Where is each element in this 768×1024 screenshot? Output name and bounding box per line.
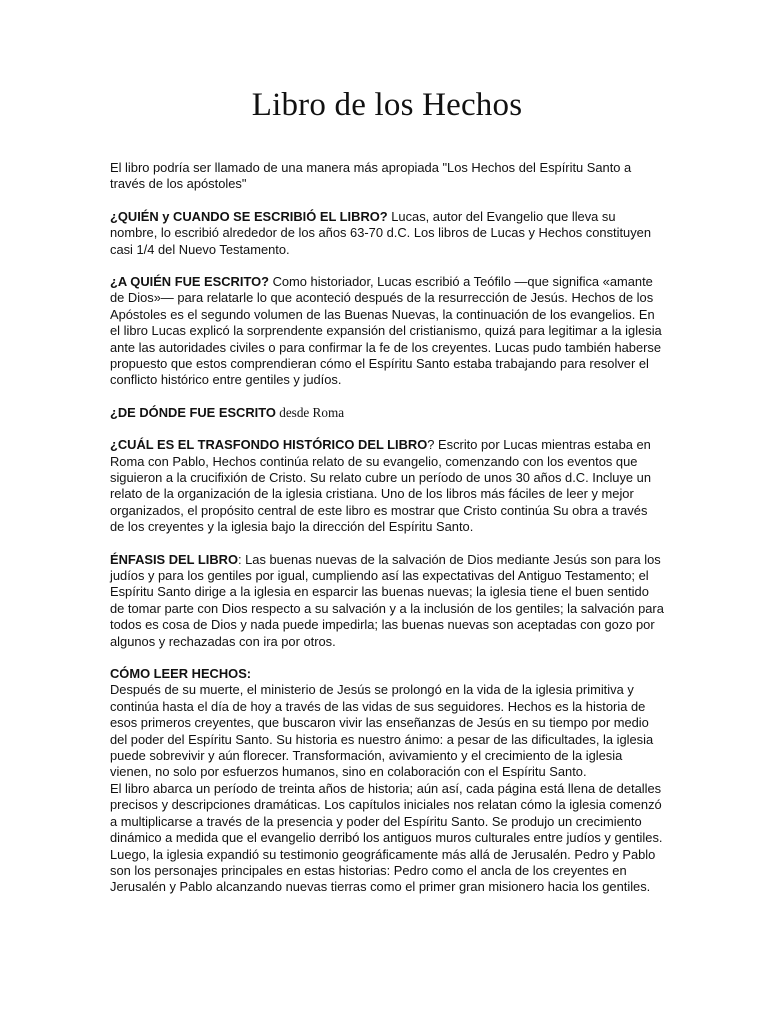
section-enfasis <box>110 552 664 650</box>
section-quien-heading: ¿QUIÉN y CUANDO SE ESCRIBIÓ EL LIBRO? <box>110 208 388 224</box>
section-trasfondo <box>110 437 664 535</box>
section-trasfondo-body: ? Escrito por Lucas mientras estaba en Roma con Pablo, Hechos continúa relato de su evangelio, comenzando con los eventos que siguieron a la crucifixión de Cristo. Su relato cubre un período de unos 30 años d.C. Incluye un relato de la organización de la iglesia cristiana. Uno de los libros más fáciles de leer y mejor organizados, el propósito central de este libro es mostrar que Cristo continúa Su obra a través de los creyentes y la iglesia bajo la dirección del Espíritu Santo. <box>110 437 652 535</box>
section-a-quien-heading: ¿A QUIÉN FUE ESCRITO? <box>110 273 269 289</box>
document-title: Libro de los Hechos <box>251 87 523 123</box>
section-donde-body: desde Roma <box>275 404 345 420</box>
section-enfasis-heading: ÉNFASIS DEL LIBRO <box>110 551 238 567</box>
section-como-leer-heading <box>110 666 664 682</box>
section-trasfondo-heading: ¿CUÁL ES EL TRASFONDO HISTÓRICO DEL LIBRO <box>110 437 428 453</box>
intro-paragraph: El libro podría ser llamado de una manera más apropiada "Los Hechos del Espíritu Santo a través de los apóstoles" <box>110 159 632 192</box>
section-quien-body: Lucas, autor del Evangelio que lleva su nombre, lo escribió alrededor de los años 63-70 d.C. Los libros de Lucas y Hechos constituyen casi 1/4 del Nuevo Testamento. <box>110 208 651 257</box>
section-como-leer-body2: El libro abarca un período de treinta años de historia; aún así, cada página está llena de detalles precisos y descripciones dramáticas. Los capítulos iniciales nos relatan cómo la iglesia comenzó a multiplicarse a través de la presencia y poder del Espíritu Santo. Se produjo un crecimiento dinámico a medida que el evangelio derribó los antiguos muros culturales entre judíos y gentiles. Luego, la iglesia expandió su testimonio geográficamente más allá de Jerusalén. Pedro y Pablo son los personajes principales en estas historias: Pedro como el ancla de los creyentes en Jerusalén y Pablo alcanzando nuevas tierras como el primer gran misionero hacia los gentiles. <box>110 780 663 895</box>
section-donde-heading: ¿DE DÓNDE FUE ESCRITO <box>110 404 276 420</box>
section-donde <box>110 405 664 421</box>
section-como-leer-title: CÓMO LEER HECHOS: <box>110 666 252 682</box>
section-enfasis-body: : Las buenas nuevas de la salvación de Dios mediante Jesús son para los judíos y para los gentiles por igual, cumpliendo así las expectativas del Antiguo Testamento; el Espíritu Santo dirige a la iglesia en esparcir las buenas nuevas; la iglesia tiene el buen sentido de tomar parte con Dios respecto a su salvación y a la inclusión de los gentiles; la salvación para todos es cosa de Dios y nada puede impedirla; las buenas nuevas son aceptadas con gozo por algunos y rechazadas con ira por otros. <box>110 551 664 649</box>
section-a-quien-body: Como historiador, Lucas escribió a Teófilo —que significa «amante de Dios»— para relatarle lo que aconteció después de la resurrección de Jesús. Hechos de los Apóstoles es el segundo volumen de las Buenas Nuevas, la continuación de los evangelios. En el libro Lucas explicó la sorprendente expansión del cristianismo, quizá para legitimar a la iglesia ante las autoridades civiles o para confirmar la fe de los creyentes. Lucas pudo también haberse propuesto que estos comprendieran cómo el Espíritu Santo estaba trabajando para resolver el conflicto histórico entre gentiles y judíos. <box>110 273 662 388</box>
section-a-quien <box>110 274 664 389</box>
section-como-leer-body1: Después de su muerte, el ministerio de Jesús se prolongó en la vida de la iglesia primitiva y continúa hasta el día de hoy a través de las vidas de sus seguidores. Hechos es la historia de esos primeros creyentes, que buscaron vivir las enseñanzas de Jesús en su tiempo por medio del poder del Espíritu Santo. Su historia es nuestro ánimo: a pesar de las dificultades, la iglesia puede sobrevivir y aún florecer. Transformación, avivamiento y el crecimiento de la iglesia vienen, no solo por esfuerzos humanos, sino en colaboración con el Espíritu Santo. <box>110 682 654 780</box>
section-quien <box>110 209 664 258</box>
